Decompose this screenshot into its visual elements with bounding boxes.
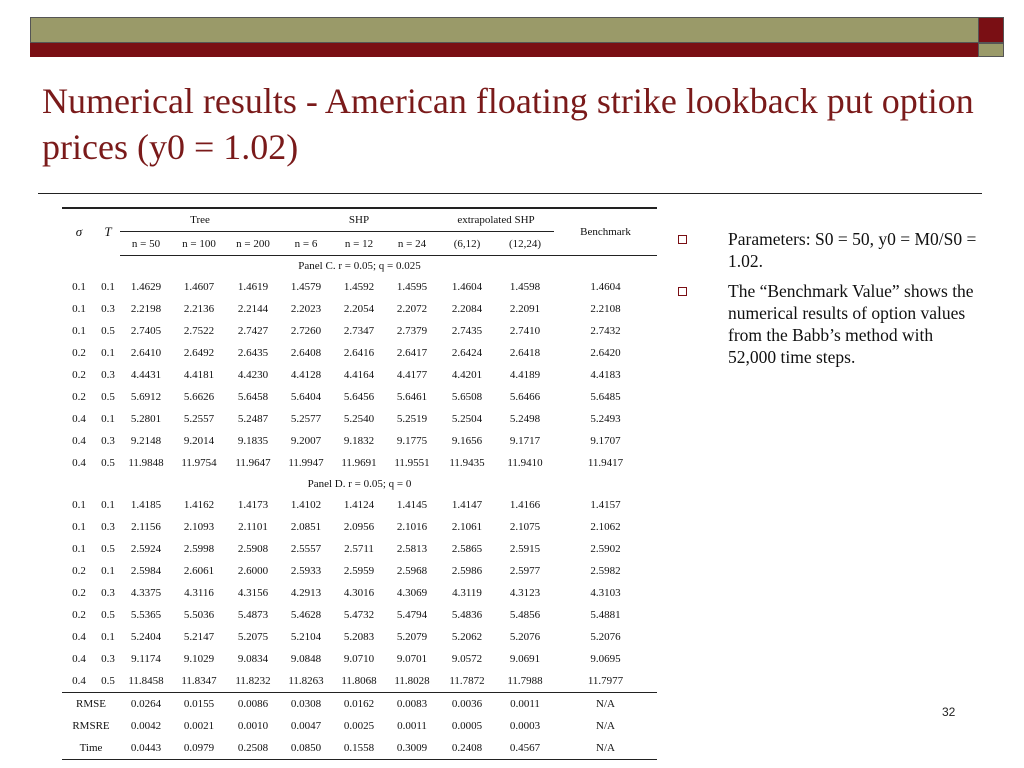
stats-label: RMSE [62,693,120,716]
table-cell: 11.9754 [181,457,217,469]
table-cell: 2.2072 [396,303,428,315]
slide-title: Numerical results - American floating strike lookback put option prices (y0 = 1.02) [42,81,974,167]
table-cell: 1.4166 [509,499,541,511]
table-cell: 2.7405 [130,325,162,337]
panel-c-heading [62,256,657,277]
table-cell: 2.2144 [237,303,269,315]
table-cell: 1.4102 [290,499,322,511]
table-cell: 2.5998 [183,543,215,555]
header-square-maroon [978,17,1004,43]
bullet-text: The “Benchmark Value” shows the numerical results of option values from the Babb’s method with 52,000 time steps. [728,281,974,367]
table-cell: 5.2498 [509,413,541,425]
subheader-cell: (6,12) [438,232,496,256]
table-cell: 0.3 [101,521,115,533]
table-cell: 1.4579 [290,281,322,293]
bullet-list [678,228,978,376]
table-cell: 2.0956 [343,521,375,533]
panel-d-heading [62,474,657,494]
table-cell: 5.2519 [396,413,428,425]
table-row [62,342,657,364]
table-cell: 0.1 [101,413,115,425]
table-cell: 2.6420 [590,347,621,359]
stats-cell: 0.0011 [496,693,554,716]
table-cell: 9.0695 [590,653,621,665]
stats-cell: 0.0010 [237,720,269,732]
table-cell: 9.2148 [130,435,162,447]
table-cell: 0.3 [101,653,115,665]
table-cell: 0.5 [101,325,115,337]
table-cell: 9.2007 [290,435,322,447]
table-cell: 2.7347 [343,325,375,337]
table-cell: 5.6456 [343,391,375,403]
table-cell: 0.1 [101,281,115,293]
table-cell: 9.0710 [343,653,375,665]
stats-cell: 0.0003 [509,720,541,732]
table-cell: 1.4604 [590,281,621,293]
table-cell: 1.4607 [183,281,215,293]
table-cell: 0.4 [72,631,86,643]
table-cell: 2.5977 [509,565,541,577]
table-cell: 1.4595 [396,281,428,293]
table-cell: 0.1 [72,325,86,337]
table-cell: 9.2014 [183,435,215,447]
stats-cell: 0.0011 [397,720,427,732]
stats-cell: 0.2508 [226,737,280,760]
table-cell: 5.2147 [183,631,215,643]
table-row [62,648,657,670]
stats-cell: 0.0086 [226,693,280,716]
table-cell: 11.9551 [394,457,430,469]
table-cell: 0.2 [72,565,86,577]
stats-cell: 0.0025 [343,720,375,732]
table-cell: 11.8232 [235,675,271,687]
stats-cell: 0.4567 [496,737,554,760]
header-band-maroon [30,43,1004,57]
subheader-cell: n = 200 [226,232,280,256]
table-cell: 5.4856 [509,609,541,621]
table-cell: 2.6492 [183,347,215,359]
table-cell: 0.1 [101,631,115,643]
table-cell: 0.5 [101,543,115,555]
stats-row [62,715,657,737]
stats-cell: 0.1558 [332,737,386,760]
stats-row [62,737,657,760]
table-cell: 4.4128 [290,369,322,381]
t-header: T [96,208,120,256]
table-cell: 9.1835 [237,435,269,447]
table-cell: 0.4 [72,435,86,447]
table-cell: 2.7410 [509,325,541,337]
table-cell: 5.6404 [290,391,322,403]
stats-cell: 0.0005 [451,720,483,732]
table-cell: 1.4185 [130,499,162,511]
table-cell: 2.5915 [509,543,541,555]
table-row [62,604,657,626]
stats-row [62,693,657,716]
table-cell: 5.2083 [343,631,375,643]
table-cell: 5.6485 [590,391,621,403]
table-cell: 2.5865 [451,543,483,555]
table-cell: 2.5959 [343,565,375,577]
table-cell: 2.1016 [396,521,428,533]
table-cell: 11.9848 [128,457,164,469]
table-cell: 5.2577 [290,413,322,425]
table-row [62,516,657,538]
bullet-text: Parameters: S0 = 50, y0 = M0/S0 = 1.02. [728,229,977,271]
subheader-cell: n = 6 [280,232,332,256]
stats-cell: 0.2408 [438,737,496,760]
stats-cell: 0.0083 [386,693,438,716]
table-cell: 4.4201 [451,369,483,381]
table-cell: 4.4189 [509,369,541,381]
subheader-cell: (12,24) [496,232,554,256]
table-cell: 2.5982 [590,565,621,577]
table-cell: 5.2487 [237,413,269,425]
panel-d-heading-label: Panel D. r = 0.05; q = 0 [307,478,412,490]
table-row [62,626,657,648]
table-cell: 9.1775 [396,435,428,447]
table-cell: 0.1 [72,543,86,555]
table-row [62,320,657,342]
table-cell: 5.4881 [590,609,621,621]
table-cell: 2.6000 [237,565,269,577]
table-cell: 2.6410 [130,347,162,359]
stats-cell: 0.3009 [386,737,438,760]
table-cell: 4.3116 [184,587,214,599]
table-cell: 2.6416 [343,347,375,359]
table-cell: 2.5902 [590,543,621,555]
table-cell: 0.4 [72,457,86,469]
table-cell: 1.4619 [237,281,269,293]
table-cell: 1.4629 [130,281,162,293]
table-cell: 1.4145 [396,499,428,511]
table-cell: 2.1101 [238,521,268,533]
stats-label: Time [62,737,120,760]
table-cell: 9.0834 [237,653,269,665]
table-cell: 0.2 [72,609,86,621]
table-cell: 0.1 [72,281,86,293]
table-cell: 11.8458 [128,675,164,687]
table-cell: 2.7435 [451,325,483,337]
table-cell: 2.5986 [451,565,483,577]
table-cell: 2.1075 [509,521,541,533]
table-cell: 1.4147 [451,499,483,511]
table-cell: 0.4 [72,675,86,687]
stats-cell: 0.0155 [172,693,226,716]
table-cell: 11.7977 [587,675,624,687]
table-cell: 11.9435 [449,457,485,469]
table-cell: 9.1707 [590,435,621,447]
table-cell: 2.2108 [590,303,621,315]
table-cell: 2.5711 [344,543,374,555]
table-cell: 4.4431 [130,369,162,381]
table-cell: 5.6912 [130,391,162,403]
table-row [62,364,657,386]
table-cell: 4.4177 [396,369,428,381]
table-row [62,430,657,452]
table-cell: 1.4157 [590,499,621,511]
table-cell: 0.3 [101,369,115,381]
table-cell: 9.1029 [183,653,215,665]
table-cell: 2.2198 [130,303,162,315]
table-cell: 1.4604 [451,281,483,293]
sigma-header: σ [62,208,96,256]
table-cell: 9.1174 [131,653,161,665]
table-cell: 2.2054 [343,303,375,315]
table-cell: 0.5 [101,391,115,403]
stats-cell: 0.0021 [183,720,215,732]
table-cell: 5.2557 [183,413,215,425]
table-cell: 2.5984 [130,565,162,577]
table-cell: 0.1 [101,499,115,511]
benchmark-header: Benchmark [554,208,657,256]
table-cell: 1.4173 [237,499,269,511]
table-cell: 5.6508 [451,391,483,403]
stats-cell: N/A [596,720,615,732]
table-cell: 0.5 [101,609,115,621]
stats-cell: 0.0047 [290,720,322,732]
table-cell: 2.6408 [290,347,322,359]
results-table-container [62,207,657,760]
table-row [62,494,657,516]
panel-c-heading-label: Panel C. r = 0.05; q = 0.025 [298,260,421,272]
table-cell: 5.6626 [183,391,215,403]
table-cell: 2.1093 [183,521,215,533]
table-cell: 0.2 [72,369,86,381]
table-cell: 5.2075 [237,631,269,643]
table-cell: 9.1717 [509,435,541,447]
stats-cell: 0.0264 [120,693,172,716]
bullet-item [678,228,978,272]
table-cell: 2.2136 [183,303,215,315]
table-cell: 5.2801 [130,413,162,425]
table-cell: 0.3 [101,435,115,447]
table-cell: 1.4162 [183,499,215,511]
table-cell: 0.2 [72,587,86,599]
table-cell: 0.3 [101,303,115,315]
table-cell: 2.5924 [130,543,162,555]
extrapolated-shp-group-header: extrapolated SHP [438,208,554,232]
table-cell: 4.3375 [130,587,162,599]
table-row [62,408,657,430]
stats-cell: 0.0036 [438,693,496,716]
table-cell: 2.0851 [290,521,322,533]
table-cell: 9.1832 [343,435,375,447]
table-cell: 9.0572 [451,653,483,665]
table-cell: 0.5 [101,675,115,687]
table-cell: 2.1062 [590,521,621,533]
table-cell: 5.2404 [130,631,162,643]
table-cell: 2.6424 [451,347,483,359]
table-cell: 5.4873 [237,609,269,621]
table-cell: 0.1 [101,565,115,577]
table-cell: 0.1 [72,521,86,533]
table-cell: 11.8263 [288,675,324,687]
table-cell: 2.5557 [290,543,322,555]
table-cell: 11.9417 [587,457,624,469]
subheader-cell: n = 100 [172,232,226,256]
table-cell: 5.6458 [237,391,269,403]
table-cell: 4.3069 [396,587,428,599]
table-cell: 11.9691 [341,457,377,469]
table-cell: 5.4836 [451,609,483,621]
table-cell: 5.2076 [509,631,541,643]
title-divider [38,193,982,194]
stats-cell: 0.0042 [130,720,162,732]
table-cell: 2.6435 [237,347,269,359]
table-cell: 5.6461 [396,391,428,403]
table-cell: 5.4794 [396,609,428,621]
stats-cell: 0.0850 [280,737,332,760]
table-cell: 4.4230 [237,369,269,381]
table-cell: 4.3123 [509,587,541,599]
table-cell: 2.1061 [451,521,483,533]
stats-cell: N/A [554,693,657,716]
table-cell: 5.2493 [590,413,621,425]
stats-cell: 0.0443 [120,737,172,760]
table-cell: 2.2084 [451,303,483,315]
table-cell: 1.4592 [343,281,375,293]
table-cell: 5.4732 [343,609,375,621]
stats-cell: 0.0308 [280,693,332,716]
shp-group-header: SHP [280,208,438,232]
square-bullet-icon [678,235,687,244]
stats-label: RMSRE [72,720,110,732]
table-cell: 2.2023 [290,303,322,315]
table-cell: 11.8028 [394,675,430,687]
table-cell: 9.1656 [451,435,483,447]
table-cell: 0.4 [72,653,86,665]
table-cell: 9.0691 [509,653,541,665]
table-cell: 11.9947 [288,457,324,469]
table-cell: 4.2913 [290,587,322,599]
table-cell: 11.9410 [507,457,543,469]
header-band-olive [30,17,1004,43]
table-cell: 2.1156 [131,521,161,533]
table-cell: 2.7427 [237,325,269,337]
table-cell: 2.6418 [509,347,541,359]
table-row [62,538,657,560]
table-cell: 4.4181 [183,369,215,381]
table-cell: 5.2076 [590,631,621,643]
page-number: 32 [942,705,956,719]
table-cell: 11.9647 [235,457,271,469]
table-cell: 0.4 [72,413,86,425]
table-cell: 5.2079 [396,631,428,643]
table-cell: 11.8347 [181,675,217,687]
table-row [62,298,657,320]
table-cell: 2.5908 [237,543,269,555]
table-cell: 0.2 [72,347,86,359]
table-cell: 0.1 [72,499,86,511]
bullet-item [678,280,978,368]
table-cell: 2.7432 [590,325,621,337]
subheader-cell: n = 12 [332,232,386,256]
table-cell: 2.5968 [396,565,428,577]
table-cell: 4.3103 [590,587,621,599]
table-cell: 2.2091 [509,303,541,315]
table-cell: 9.0701 [396,653,428,665]
table-cell: 2.7522 [183,325,215,337]
table-cell: 5.2504 [451,413,483,425]
table-cell: 2.6417 [396,347,428,359]
table-cell: 0.1 [101,347,115,359]
stats-cell: 0.0979 [172,737,226,760]
header-square-olive [978,43,1004,57]
table-cell: 5.2104 [290,631,322,643]
table-cell: 0.2 [72,391,86,403]
table-cell: 0.3 [101,587,115,599]
table-row [62,670,657,693]
table-cell: 4.4183 [590,369,621,381]
table-cell: 2.7260 [290,325,322,337]
table-cell: 5.4628 [290,609,322,621]
table-cell: 5.5365 [130,609,162,621]
table-cell: 2.5933 [290,565,322,577]
table-cell: 4.3156 [237,587,269,599]
subheader-cell: n = 50 [120,232,172,256]
table-cell: 11.7988 [507,675,543,687]
table-cell: 2.6061 [183,565,215,577]
table-row [62,582,657,604]
table-cell: 11.8068 [341,675,377,687]
table-cell: 0.5 [101,457,115,469]
results-table [62,207,657,760]
table-cell: 5.5036 [183,609,215,621]
table-cell: 1.4124 [343,499,375,511]
table-cell: 9.0848 [290,653,322,665]
table-cell: 4.3119 [452,587,482,599]
table-cell: 11.7872 [449,675,485,687]
table-cell: 5.2540 [343,413,375,425]
table-cell: 4.3016 [343,587,375,599]
stats-cell: 0.0162 [332,693,386,716]
table-cell: 2.7379 [396,325,428,337]
table-cell: 0.1 [72,303,86,315]
stats-cell: N/A [554,737,657,760]
square-bullet-icon [678,287,687,296]
table-row [62,560,657,582]
table-row [62,276,657,298]
table-cell: 1.4598 [509,281,541,293]
table-cell: 2.5813 [396,543,428,555]
tree-group-header: Tree [120,208,280,232]
table-row [62,386,657,408]
subheader-cell: n = 24 [386,232,438,256]
table-row [62,452,657,474]
table-cell: 4.4164 [343,369,375,381]
table-cell: 5.2062 [451,631,483,643]
table-cell: 5.6466 [509,391,541,403]
